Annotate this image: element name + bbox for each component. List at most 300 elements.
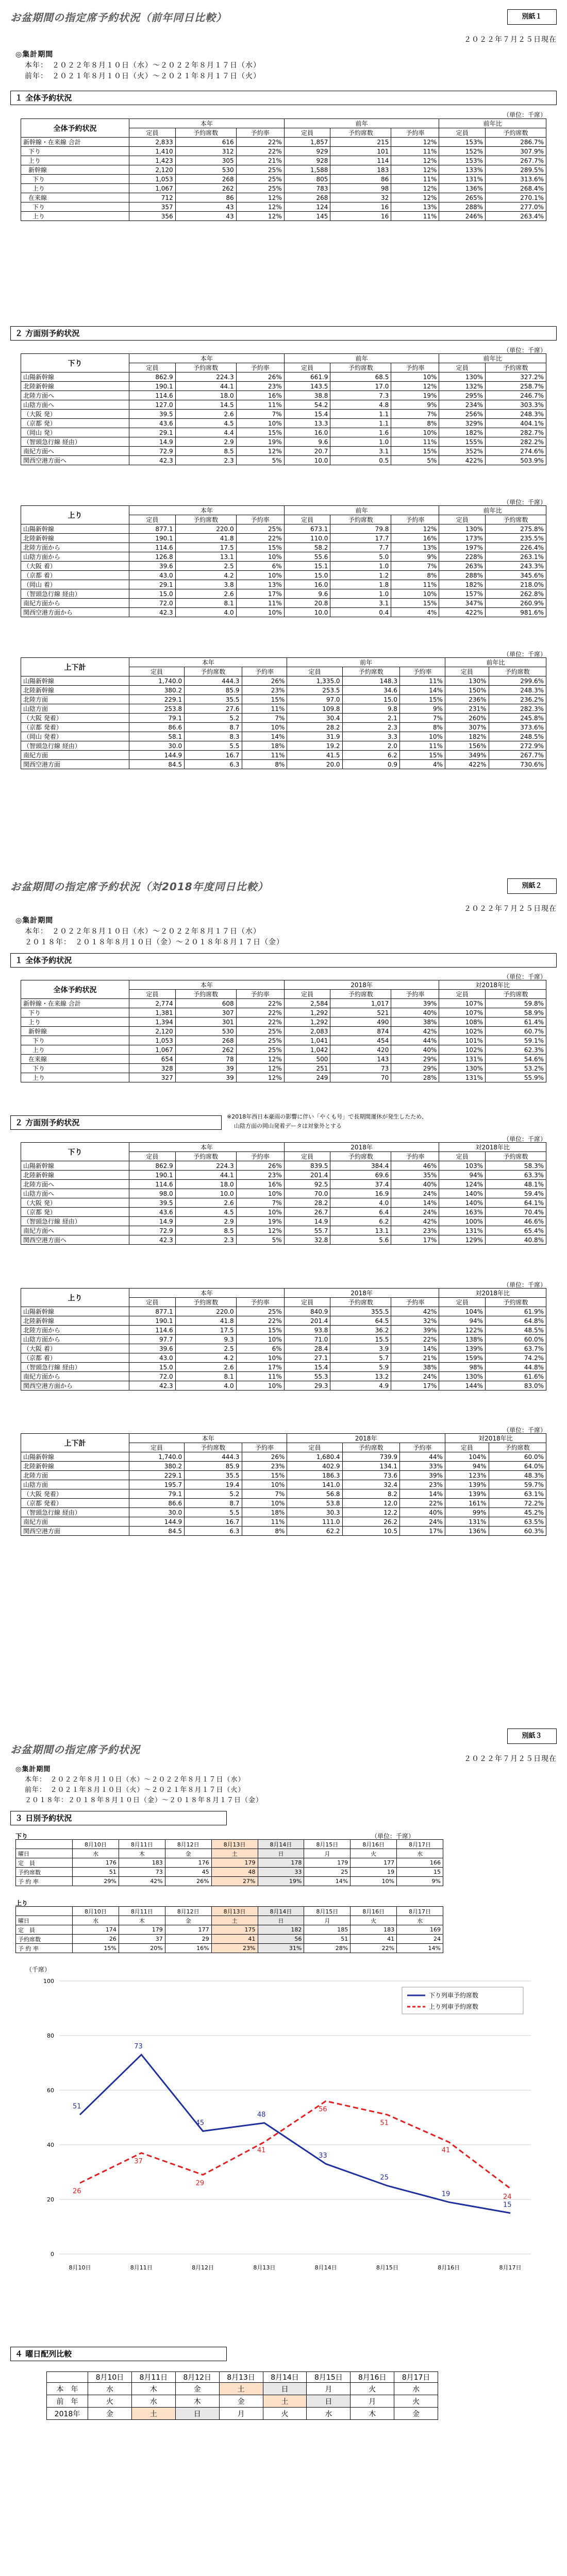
cell: 153% — [439, 156, 486, 165]
cell: 143.5 — [284, 382, 330, 391]
cell: 19.2 — [287, 741, 342, 751]
cell: 16% — [391, 534, 439, 543]
cell: 64.0% — [489, 1462, 546, 1471]
cell: 114.6 — [129, 1180, 176, 1189]
cell: 2.1 — [342, 714, 399, 723]
col-res: 予約席数 — [330, 990, 391, 999]
table-row — [21, 534, 546, 543]
col-prev: 前年 — [284, 506, 439, 515]
cell: 32% — [391, 1316, 439, 1326]
cell: 357 — [129, 202, 176, 212]
row-label: 2018年 — [47, 2408, 88, 2420]
cell: 190.1 — [129, 1171, 176, 1180]
cell: 43.6 — [129, 1208, 176, 1217]
cell: 23% — [211, 1944, 258, 1953]
weekday-cell: 月 — [304, 1916, 351, 1925]
cell: 3.9 — [330, 1344, 391, 1353]
x-tick-label: 8月15日 — [376, 2264, 398, 2271]
cell: 159% — [439, 1353, 486, 1363]
cell: 197% — [439, 543, 486, 552]
cell: 65.4% — [486, 1226, 546, 1235]
cell: 45.2% — [489, 1508, 546, 1517]
weekday-cell: 金 — [165, 1916, 211, 1925]
cell: 13.1 — [330, 1226, 391, 1235]
col-ratio: 前年比 — [445, 658, 546, 667]
col-rate: 予約率 — [236, 1152, 284, 1161]
cell: 11% — [236, 400, 284, 410]
cell: 15.4 — [284, 410, 330, 419]
cell: 56 — [258, 1935, 304, 1944]
cell: 169 — [397, 1925, 443, 1935]
col-ratio: 前年比 — [439, 119, 546, 128]
cell: 282.2% — [486, 437, 546, 447]
cell: 14% — [242, 732, 287, 741]
cell: 61.4% — [486, 1018, 546, 1027]
table-row — [47, 2383, 438, 2395]
row-label: 山陰方面 — [21, 1480, 129, 1489]
row-label: 南紀方面 — [21, 751, 129, 760]
daily-up-table — [15, 1906, 443, 1953]
cell: 4.9 — [330, 1381, 391, 1391]
cell: 44% — [399, 1452, 445, 1462]
period-head: ◎集計期間 — [15, 1766, 51, 1773]
row-label: 山陽新幹線 — [21, 1161, 129, 1171]
cell: 218.0% — [486, 580, 546, 589]
cell: 10% — [236, 1353, 284, 1363]
row-label: 新幹線 — [21, 165, 129, 175]
col-rate: 予約率 — [391, 128, 439, 138]
table-row — [21, 1198, 546, 1208]
cell: 48.1% — [486, 1180, 546, 1189]
row-label: （京都 着） — [21, 571, 129, 580]
col-rate: 予約率 — [391, 1298, 439, 1307]
table-row — [21, 193, 546, 202]
cell: 282.7% — [486, 428, 546, 437]
cell: 126.8 — [129, 552, 176, 562]
cell: 2.5 — [175, 562, 236, 571]
col-res: 予約席数 — [175, 128, 236, 138]
cell: 44% — [391, 1036, 439, 1045]
cell: 33 — [258, 1868, 304, 1877]
cell: 134.1 — [342, 1462, 399, 1471]
cell: 37.4 — [330, 1180, 391, 1189]
cell: 24% — [399, 1517, 445, 1527]
cell: 26% — [165, 1877, 211, 1886]
table-row — [21, 543, 546, 552]
cell: 1,381 — [129, 1008, 176, 1018]
daily-down-label: 下り — [15, 1833, 28, 1840]
cell: 349% — [445, 751, 489, 760]
row-label: 上り — [21, 1073, 129, 1082]
table-row — [21, 732, 546, 741]
table-head-label: 下り — [21, 354, 129, 372]
page-3-date: ２０２２年７月２５日現在 — [464, 1755, 557, 1763]
cell: 41 — [351, 1935, 397, 1944]
table-row — [21, 751, 546, 760]
row-label: （智頭急行線 経由） — [21, 741, 129, 751]
cell: 114.6 — [129, 543, 176, 552]
y-tick-label: 0 — [51, 2251, 54, 2258]
col-seats: 定員 — [129, 1443, 185, 1452]
cell: 79.1 — [129, 1489, 185, 1499]
cell: 131% — [439, 1073, 486, 1082]
data-label: 19 — [441, 2190, 451, 2198]
cell: 1,053 — [129, 1036, 176, 1045]
row-label: 山陽新幹線 — [21, 676, 129, 686]
cell: 86.6 — [129, 723, 185, 732]
cell: 48.3% — [489, 1471, 546, 1480]
cell: 70.4% — [486, 1208, 546, 1217]
cell: 3.1 — [330, 447, 391, 456]
data-label: 37 — [134, 2157, 143, 2165]
row-label: （京都 発） — [21, 1208, 129, 1217]
header-row — [21, 1434, 546, 1443]
cell: 4.8 — [330, 400, 391, 410]
row-label: 関西空港方面へ — [21, 456, 129, 465]
cell: 8.2 — [342, 1489, 399, 1499]
col-rate: 予約率 — [399, 1443, 445, 1452]
table-row — [21, 428, 546, 437]
cell: 299.6% — [489, 676, 546, 686]
y-tick-label: 60 — [47, 2087, 54, 2094]
cell: 114 — [330, 156, 391, 165]
cell: 72.9 — [129, 1226, 176, 1235]
cell: 503.9% — [486, 456, 546, 465]
row-label: （岡山 着） — [21, 580, 129, 589]
cell: 345.6% — [486, 571, 546, 580]
col-seats: 定員 — [129, 363, 176, 372]
cell: 404.1% — [486, 419, 546, 428]
data-label: 51 — [380, 2119, 389, 2127]
table-row — [21, 760, 546, 769]
cell: 8% — [399, 723, 445, 732]
row-label: （岡山 発） — [21, 428, 129, 437]
cell: 15.5 — [330, 1335, 391, 1344]
cell: 78 — [175, 1055, 236, 1064]
cell: 42% — [391, 1027, 439, 1036]
table-row — [21, 704, 546, 714]
cell: 94% — [445, 1462, 489, 1471]
weekday-cell: 木 — [119, 1849, 165, 1858]
cell: 39.5 — [129, 1198, 176, 1208]
table-row — [21, 1064, 546, 1073]
cell: 14% — [399, 1489, 445, 1499]
cell: 10% — [236, 552, 284, 562]
cell: 145 — [284, 212, 330, 221]
col-seats: 定員 — [284, 990, 330, 999]
cell: 220.0 — [175, 1307, 236, 1316]
row-label: 北陸新幹線 — [21, 1171, 129, 1180]
cell: 40% — [391, 1008, 439, 1018]
cell: 123% — [445, 1471, 489, 1480]
cell: 13% — [391, 202, 439, 212]
weekday-cell: 木 — [175, 2395, 219, 2408]
col-seats: 定員 — [129, 128, 176, 138]
cell: 245.8% — [489, 714, 546, 723]
cell: 289.5% — [486, 165, 546, 175]
cell: 10.5 — [342, 1527, 399, 1536]
cell: 26% — [242, 1452, 287, 1462]
col-this: 本年 — [129, 119, 285, 128]
cell: 1,067 — [129, 184, 176, 193]
col-seats: 定員 — [439, 990, 486, 999]
row-label: 南紀方面へ — [21, 1226, 129, 1235]
cell: 15.0 — [129, 1363, 176, 1372]
date-cell: 8月16日 — [351, 2372, 394, 2383]
cell: 16.0 — [284, 428, 330, 437]
weekday-cell: 月 — [219, 2408, 263, 2420]
table-row — [21, 391, 546, 400]
cell: 26% — [242, 676, 287, 686]
cell: 9.3 — [175, 1335, 236, 1344]
legend-label: 下り列車予約席数 — [429, 1992, 479, 1999]
cell: 12% — [236, 212, 284, 221]
row-label: 南紀方面から — [21, 1372, 129, 1381]
cell: 39 — [175, 1064, 236, 1073]
cell: 5% — [236, 456, 284, 465]
table-row — [21, 1189, 546, 1198]
row-label: 北陸新幹線 — [21, 686, 129, 695]
data-label: 25 — [380, 2174, 389, 2182]
table-row — [21, 676, 546, 686]
row-label: 下り — [21, 147, 129, 156]
col-seats: 定員 — [129, 515, 176, 524]
col-rate: 予約率 — [399, 667, 445, 676]
cell: 22% — [236, 534, 284, 543]
cell: 256% — [439, 410, 486, 419]
cell: 98% — [439, 1363, 486, 1372]
data-label: 51 — [73, 2103, 81, 2111]
table-row — [21, 580, 546, 589]
cell: 182% — [439, 580, 486, 589]
col-res: 予約席数 — [486, 1298, 546, 1307]
cell: 84.5 — [129, 1527, 185, 1536]
cell: 7.3 — [330, 391, 391, 400]
col-rate: 予約率 — [236, 990, 284, 999]
row-label: 北陸新幹線 — [21, 1316, 129, 1326]
weekday-cell: 土 — [211, 1849, 258, 1858]
cell: 783 — [284, 184, 330, 193]
cell: 1.0 — [330, 437, 391, 447]
col-seats: 定員 — [439, 363, 486, 372]
table-row — [21, 147, 546, 156]
cell: 253.8 — [129, 704, 185, 714]
cell: 60.3% — [489, 1527, 546, 1536]
cell: 22% — [391, 1335, 439, 1344]
cell: 26 — [73, 1935, 119, 1944]
cell: 107% — [439, 1008, 486, 1018]
cell: 144.9 — [129, 751, 185, 760]
cell: 60.7% — [486, 1027, 546, 1036]
table-row — [21, 524, 546, 534]
row-label: 山陰方面 — [21, 704, 129, 714]
col-seats: 定員 — [284, 515, 330, 524]
cell: 99% — [445, 1508, 489, 1517]
cell: 63.5% — [489, 1517, 546, 1527]
cell: 40% — [391, 1045, 439, 1055]
cell: 22% — [236, 138, 284, 147]
cell: 36.2 — [330, 1326, 391, 1335]
col-this: 本年 — [129, 354, 285, 363]
cell: 94% — [439, 1171, 486, 1180]
cell: 215 — [330, 138, 391, 147]
cell: 14% — [391, 1344, 439, 1353]
cell: 454 — [330, 1036, 391, 1045]
cell: 356 — [129, 212, 176, 221]
col-res: 予約席数 — [175, 1152, 236, 1161]
cell: 19% — [236, 1217, 284, 1226]
cell: 328 — [129, 1064, 176, 1073]
cell: 8.7 — [185, 723, 242, 732]
cell: 1,053 — [129, 175, 176, 184]
cell: 19.4 — [185, 1480, 242, 1489]
row-label: 山陰方面へ — [21, 400, 129, 410]
cell: 16% — [165, 1944, 211, 1953]
cell: 15.0 — [129, 589, 176, 599]
cell: 267.7% — [489, 751, 546, 760]
cell: 12% — [391, 184, 439, 193]
period-head: ◎集計期間 — [15, 50, 54, 59]
blank-cell — [16, 1840, 73, 1849]
header-row — [21, 354, 546, 363]
cell: 31.9 — [287, 732, 342, 741]
cell: 182% — [445, 732, 489, 741]
cell: 263.1% — [486, 552, 546, 562]
cell: 307% — [445, 723, 489, 732]
col-rate: 予約率 — [242, 667, 287, 676]
cell: 877.1 — [129, 1307, 176, 1316]
cell: 79.8 — [330, 524, 391, 534]
cell: 11% — [391, 147, 439, 156]
cell: 16.7 — [185, 1517, 242, 1527]
cell: 25% — [236, 1027, 284, 1036]
cell: 2,120 — [129, 1027, 176, 1036]
cell: 5.5 — [185, 1508, 242, 1517]
direction-down-table — [21, 1142, 546, 1245]
cell: 38.8 — [284, 391, 330, 400]
cell: 673.1 — [284, 524, 330, 534]
row-label: （智頭急行線 経由） — [21, 1508, 129, 1517]
cell: 17.7 — [330, 534, 391, 543]
col-ratio: 対2018年比 — [439, 980, 546, 990]
date-cell: 8月10日 — [88, 2372, 132, 2383]
cell: 140% — [439, 1198, 486, 1208]
cell: 11% — [391, 175, 439, 184]
col-this: 本年 — [129, 658, 287, 667]
cell: 17% — [391, 1235, 439, 1245]
col-seats: 定員 — [129, 1152, 176, 1161]
cell: 286.7% — [486, 138, 546, 147]
cell: 38% — [391, 1018, 439, 1027]
weekday-cell: 水 — [73, 1849, 119, 1858]
col-seats: 定員 — [284, 1298, 330, 1307]
cell: 40.8% — [486, 1235, 546, 1245]
cell: 30.3 — [287, 1508, 342, 1517]
cell: 62.2 — [287, 1527, 342, 1536]
cell: 157% — [439, 589, 486, 599]
unit-label: （単位：千席） — [503, 347, 546, 354]
table-row — [16, 1925, 443, 1935]
col-res: 予約席数 — [489, 1443, 546, 1452]
cell: 8.1 — [175, 1372, 236, 1381]
cell: 11% — [399, 741, 445, 751]
cell: 44.1 — [175, 382, 236, 391]
unit-label: （単位：千席） — [371, 1833, 415, 1840]
cell: 29% — [391, 1064, 439, 1073]
cell: 4.4 — [175, 428, 236, 437]
table-head-label: 上下計 — [21, 658, 129, 676]
cell: 39% — [391, 999, 439, 1008]
table-row — [21, 571, 546, 580]
cell: 26% — [236, 1161, 284, 1171]
cell: 56.8 — [287, 1489, 342, 1499]
cell: 42% — [119, 1877, 165, 1886]
cell: 1,042 — [284, 1045, 330, 1055]
cell: 251 — [284, 1064, 330, 1073]
col-res: 予約席数 — [486, 990, 546, 999]
cell: 59.4% — [486, 1189, 546, 1198]
col-seats: 定員 — [284, 1152, 330, 1161]
cell: 18.0 — [175, 391, 236, 400]
cell: 268 — [175, 175, 236, 184]
cell: 103% — [439, 1161, 486, 1171]
cell: 384.4 — [330, 1161, 391, 1171]
cell: 25% — [236, 524, 284, 534]
cell: 131% — [439, 1055, 486, 1064]
section-daily: ３ 日別予約状況 — [10, 1811, 227, 1825]
cell: 26% — [236, 372, 284, 382]
x-tick-label: 8月12日 — [192, 2264, 214, 2271]
table-row — [21, 1499, 546, 1508]
cell: 5% — [236, 1235, 284, 1245]
cell: 23% — [236, 1171, 284, 1180]
cell: 102% — [439, 1045, 486, 1055]
cell: 53.2% — [486, 1064, 546, 1073]
cell: 265% — [439, 193, 486, 202]
col-rate: 予約率 — [242, 1443, 287, 1452]
table-row — [21, 589, 546, 599]
cell: 0.4 — [330, 608, 391, 617]
cell: 132% — [439, 382, 486, 391]
table-head-label: 上下計 — [21, 1434, 129, 1452]
cell: 4.2 — [175, 1353, 236, 1363]
row-label: （大阪 発） — [21, 410, 129, 419]
table-row — [21, 686, 546, 695]
row-label: 曜日 — [16, 1849, 73, 1858]
weekday-cell: 金 — [219, 2395, 263, 2408]
weekday-row — [16, 1916, 443, 1925]
cell: 195.7 — [129, 1480, 185, 1489]
row-label: 山陽新幹線 — [21, 1452, 129, 1462]
cell: 30.0 — [129, 741, 185, 751]
col-rate: 予約率 — [236, 363, 284, 372]
cell: 122% — [439, 1326, 486, 1335]
row-label: （岡山 発着） — [21, 732, 129, 741]
cell: 15% — [391, 447, 439, 456]
cell: 63.3% — [486, 1171, 546, 1180]
weekday-cell: 火 — [88, 2395, 132, 2408]
cell: 263% — [439, 562, 486, 571]
weekday-cell: 火 — [351, 1849, 397, 1858]
cell: 45 — [165, 1868, 211, 1877]
cell: 1,588 — [284, 165, 330, 175]
period-this: 本年： ２０２２年８月１０日（水）～２０２２年８月１７日（水） — [25, 927, 261, 936]
cell: 11% — [236, 599, 284, 608]
cell: 14.9 — [284, 1217, 330, 1226]
col-res: 予約席数 — [185, 1443, 242, 1452]
x-tick-label: 8月11日 — [130, 2264, 153, 2271]
table-row — [21, 400, 546, 410]
